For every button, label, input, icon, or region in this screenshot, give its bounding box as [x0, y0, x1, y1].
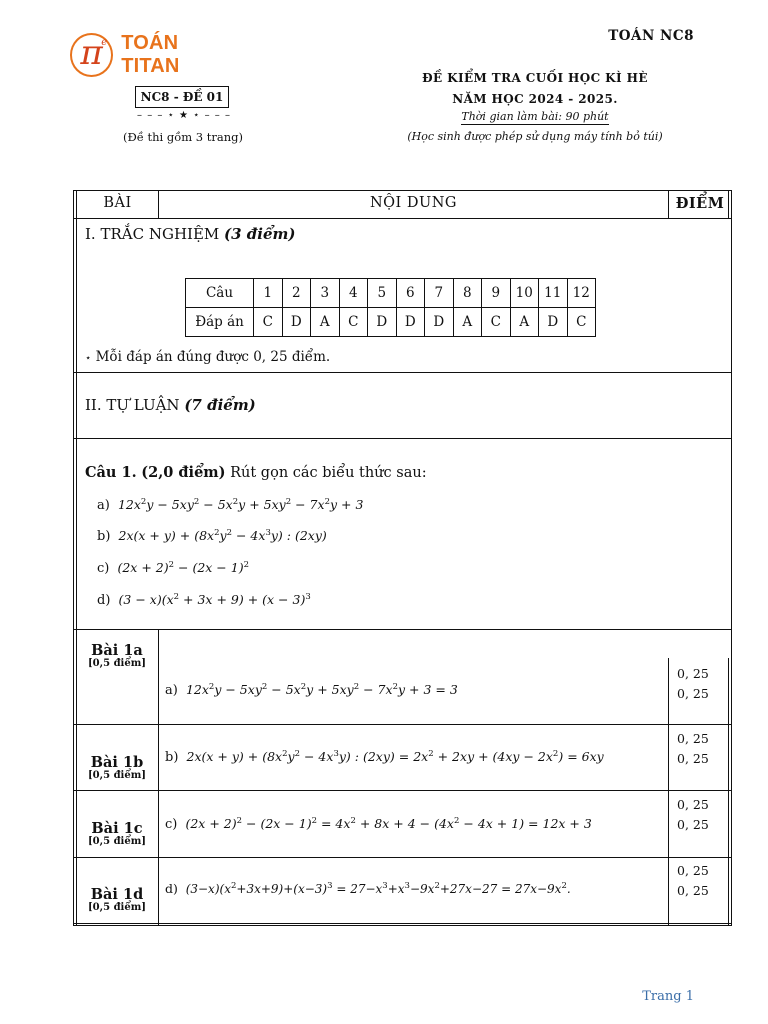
solution-1b: b) $2x(x + y) + (8x^2y^2 - 4x^3y)$ : $(2xy) = 2x^2 + 2xy + (4xy - 2x^2) = 6xy$ [165, 749, 604, 766]
bai-points: [0,5 điểm] [87, 902, 147, 913]
table-border [73, 190, 74, 926]
solution-label: d) [165, 881, 178, 896]
solution-label: c) [165, 817, 178, 833]
bai-1c-label [75, 820, 159, 847]
header-noi-dung: NỘI DUNG [369, 195, 458, 211]
solution-1c: c) $(2x + 2)^2 - (2x - 1)^2 = 4x^2 + 8x + 4 - (4x^2 - 4x + 1) = 12x + 3$ [165, 816, 592, 833]
item-label: a) [97, 498, 110, 514]
mcq-row-label: Câu [186, 279, 254, 308]
table-border [728, 658, 729, 926]
pages-note: (Đề thi gồm 3 trang) [122, 130, 244, 144]
mcq-scoring-note [85, 349, 330, 365]
item-label: c) [97, 561, 110, 577]
bai-name: Bài 1c [91, 820, 143, 837]
mcq-q-cell: 11 [539, 279, 568, 308]
table-border [73, 790, 732, 791]
mcq-q-cell: 9 [482, 279, 511, 308]
mcq-a-cell: C [254, 308, 283, 337]
cau1-heading [85, 464, 427, 481]
mcq-q-cell: 5 [368, 279, 397, 308]
item-label: b) [97, 529, 111, 545]
table-border [73, 218, 732, 219]
page-number: Trang 1 [642, 989, 694, 1004]
mcq-row-label: Đáp án [186, 308, 254, 337]
mcq-q-cell: 6 [396, 279, 425, 308]
bai-name: Bài 1b [90, 754, 144, 771]
cau1-instruction: Rút gọn các biểu thức sau: [230, 465, 427, 481]
score-value: 0, 25 [677, 666, 709, 681]
mcq-a-cell: D [425, 308, 454, 337]
mcq-a-cell: D [396, 308, 425, 337]
pi-symbol: π [80, 33, 103, 73]
exam-year: NĂM HỌC 2024 - 2025. [452, 92, 618, 106]
exam-time [400, 110, 670, 123]
mcq-a-cell: A [453, 308, 482, 337]
section2-title-text: II. TỰ LUẬN [85, 396, 180, 414]
mcq-q-cell: 1 [254, 279, 283, 308]
item-label: d) [97, 593, 111, 609]
table-border [73, 190, 732, 191]
solution-1d: d) $(3-x)(x^2+3x+9)+(x-3)^3 = 27-x^3+x^3-9x^2+27x-27 = 27x-9x^2$. [165, 881, 571, 896]
header-diem: ĐIỂM [675, 195, 725, 212]
bai-1a-label [75, 642, 159, 669]
mcq-q-cell: 3 [311, 279, 340, 308]
mcq-a-cell: C [482, 308, 511, 337]
cau1-item-b: b) $2x(x + y) + (8x^2y^2 - 4x^3y)$ : (2xy) [97, 528, 327, 545]
mcq-q-cell: 4 [339, 279, 368, 308]
table-border [73, 923, 732, 924]
answer-key-table [73, 190, 732, 926]
bai-name: Bài 1a [91, 642, 143, 659]
mcq-q-cell: 12 [567, 279, 596, 308]
score-value: 0, 25 [677, 731, 709, 746]
mcq-a-cell: A [311, 308, 340, 337]
table-border [73, 925, 732, 926]
logo-text: TOÁN TITAN [121, 32, 180, 77]
mcq-a-cell: C [567, 308, 596, 337]
score-value: 0, 25 [677, 817, 709, 832]
mcq-answer-table [185, 278, 596, 337]
star-icon: ⋆ [85, 353, 92, 364]
cau1-item-a: a) $12x^2y - 5xy^2 - 5x^2y + 5xy^2 - 7x^2y + 3$ [97, 497, 364, 514]
table-border [73, 724, 732, 725]
score-1a [677, 664, 717, 704]
exam-title: ĐỀ KIỂM TRA CUỐI HỌC KÌ HÈ [422, 71, 648, 85]
score-value: 0, 25 [677, 883, 709, 898]
toan-titan-logo [70, 20, 240, 90]
table-border [73, 629, 732, 630]
mcq-a-cell: D [282, 308, 311, 337]
subject-label: TOÁN NC8 [608, 28, 694, 44]
section2-points: (7 điểm) [184, 396, 256, 414]
bai-name: Bài 1d [90, 886, 144, 903]
cau1-item-c: c) $(2x + 2)^2 - (2x - 1)^2$ [97, 560, 250, 577]
section1-points: (3 điểm) [224, 225, 296, 243]
score-1c [677, 795, 717, 835]
exam-note: (Học sinh được phép sử dụng máy tính bỏ túi) [407, 130, 663, 143]
table-border [668, 658, 669, 926]
exam-time-text: Thời gian làm bài: 90 phút [461, 110, 609, 123]
section1-title [85, 225, 296, 243]
table-border [73, 372, 732, 373]
header-bai: BÀI [103, 195, 132, 211]
score-value: 0, 25 [677, 863, 709, 878]
section2-title [85, 396, 256, 414]
bai-1b-label [75, 754, 159, 781]
table-border [73, 857, 732, 858]
mcq-a-cell: A [510, 308, 539, 337]
score-value: 0, 25 [677, 686, 709, 701]
mcq-a-cell: D [539, 308, 568, 337]
bai-1d-label [75, 886, 159, 913]
score-1b [677, 729, 717, 769]
pi-logo-icon [70, 33, 113, 77]
section1-title-text: I. TRẮC NGHIỆM [85, 225, 220, 243]
cau1-title: Câu 1. [85, 464, 137, 481]
mcq-q-cell: 7 [425, 279, 454, 308]
mcq-answer-row [186, 308, 596, 337]
mcq-q-cell: 2 [282, 279, 311, 308]
table-border [73, 438, 732, 439]
solution-1a: a) $12x^2y - 5xy^2 - 5x^2y + 5xy^2 - 7x^2y + 3 = 3$ [165, 682, 458, 699]
mcq-question-row [186, 279, 596, 308]
bai-points: [0,5 điểm] [87, 658, 147, 669]
score-value: 0, 25 [677, 751, 709, 766]
mcq-q-cell: 8 [453, 279, 482, 308]
star-divider: – – – ⋆ ★ ⋆ – – – [137, 110, 231, 121]
solution-label: b) [165, 750, 179, 766]
table-border [731, 190, 732, 926]
table-border [76, 190, 77, 926]
score-1d [677, 861, 717, 901]
mcq-q-cell: 10 [510, 279, 539, 308]
solution-label: a) [165, 683, 178, 699]
mcq-scoring-note-text: Mỗi đáp án đúng được 0, 25 điểm. [95, 349, 331, 365]
mcq-a-cell: D [368, 308, 397, 337]
bai-points: [0,5 điểm] [87, 836, 147, 847]
logo-superscript: e [101, 37, 108, 48]
score-value: 0, 25 [677, 797, 709, 812]
exam-code-box: NC8 - ĐỀ 01 [135, 86, 229, 108]
bai-points: [0,5 điểm] [87, 770, 147, 781]
mcq-a-cell: C [339, 308, 368, 337]
cau1-item-d: d) $(3 - x)(x^2 + 3x + 9) + (x - 3)^3$ [97, 592, 311, 609]
cau1-points: (2,0 điểm) [141, 464, 226, 481]
